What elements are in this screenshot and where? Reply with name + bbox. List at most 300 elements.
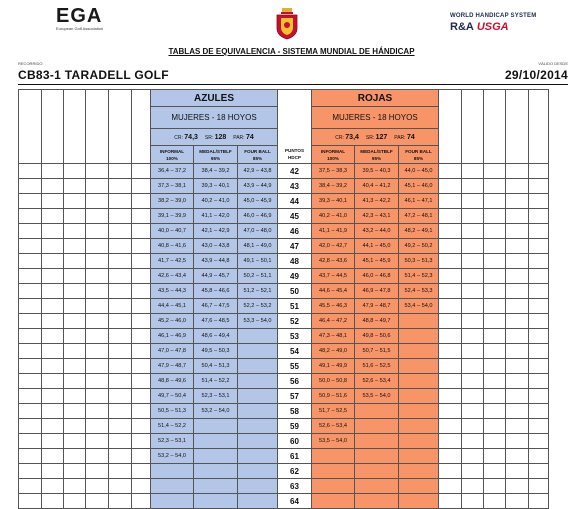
header-divider — [18, 84, 568, 85]
blank-cell — [64, 329, 86, 344]
blank-cell — [439, 479, 462, 494]
blank-cell — [86, 329, 109, 344]
red-fourball-range — [399, 434, 439, 449]
blank-cell — [132, 404, 151, 419]
red-medal-range: 43,2 – 44,0 — [355, 224, 399, 239]
blue-fourball-range — [238, 404, 278, 419]
red-medal-range: 46,0 – 46,8 — [355, 269, 399, 284]
blank-cell — [132, 239, 151, 254]
handicap-points: 62 — [278, 464, 312, 479]
blue-cr-label: CR: — [174, 134, 183, 141]
blank-cell — [109, 299, 132, 314]
ega-logo-subtitle: European Golf Association — [56, 26, 104, 31]
blank-cell — [484, 374, 506, 389]
blank-cell — [439, 494, 462, 509]
equivalence-table — [18, 89, 549, 509]
blank-cell — [529, 179, 549, 194]
red-informal-range: 45,5 – 46,3 — [312, 299, 355, 314]
blank-cell — [64, 464, 86, 479]
blank-cell — [506, 209, 529, 224]
blank-cell — [439, 164, 462, 179]
blue-medal-range: 42,1 – 42,9 — [194, 224, 238, 239]
blank-cell — [462, 314, 484, 329]
blank-cell — [439, 404, 462, 419]
blue-informal-range — [151, 479, 194, 494]
blue-fourball-range: 51,2 – 52,1 — [238, 284, 278, 299]
blank-cell — [484, 449, 506, 464]
blank-cell — [86, 434, 109, 449]
blank-cell — [506, 344, 529, 359]
handicap-points: 51 — [278, 299, 312, 314]
blank-cell — [529, 359, 549, 374]
blank-cell — [109, 464, 132, 479]
red-medal-range — [355, 434, 399, 449]
blank-cell — [462, 194, 484, 209]
valid-date: 29/10/2014 — [504, 68, 568, 82]
blue-par-label: PAR: — [233, 134, 245, 141]
blank-cell — [109, 419, 132, 434]
blank-cell — [484, 299, 506, 314]
blank-cell — [439, 314, 462, 329]
blue-medal-range: 53,2 – 54,0 — [194, 404, 238, 419]
blank-cell — [462, 239, 484, 254]
blank-cell — [42, 434, 64, 449]
red-fourball-range: 49,2 – 50,2 — [399, 239, 439, 254]
table-row — [19, 344, 549, 359]
blue-medal-range: 40,2 – 41,0 — [194, 194, 238, 209]
red-tee-category: MUJERES - 18 HOYOS — [312, 107, 439, 129]
red-informal-range: 51,7 – 52,5 — [312, 404, 355, 419]
blue-tee-ratings — [151, 129, 278, 146]
red-fourball-range: 53,4 – 54,0 — [399, 299, 439, 314]
red-informal-range: 50,9 – 51,6 — [312, 389, 355, 404]
blue-fourball-range: 45,0 – 45,9 — [238, 194, 278, 209]
blank-cell — [42, 374, 64, 389]
blue-medal-range — [194, 449, 238, 464]
blue-fourball-range — [238, 359, 278, 374]
red-informal-range: 43,7 – 44,5 — [312, 269, 355, 284]
handicap-points: 46 — [278, 224, 312, 239]
blank-cell — [19, 404, 42, 419]
handicap-points: 43 — [278, 179, 312, 194]
blank-cell — [86, 494, 109, 509]
blank-cell — [86, 404, 109, 419]
red-medal-range — [355, 419, 399, 434]
blank-cell — [109, 179, 132, 194]
red-medal-range: 49,8 – 50,6 — [355, 329, 399, 344]
blank-cell — [439, 449, 462, 464]
handicap-points: 49 — [278, 269, 312, 284]
blue-tee-category: MUJERES - 18 HOYOS — [151, 107, 278, 129]
table-row — [19, 404, 549, 419]
red-medal-range: 42,3 – 43,1 — [355, 209, 399, 224]
table-row — [19, 479, 549, 494]
blank-cell — [529, 269, 549, 284]
red-informal-range: 46,4 – 47,2 — [312, 314, 355, 329]
blue-fourball-range — [238, 464, 278, 479]
red-informal-range: 47,3 – 48,1 — [312, 329, 355, 344]
blank-cell — [19, 449, 42, 464]
blue-medal-range: 39,3 – 40,1 — [194, 179, 238, 194]
blank-cell — [462, 179, 484, 194]
blue-fourball-range — [238, 329, 278, 344]
handicap-points: 64 — [278, 494, 312, 509]
red-medal-range — [355, 449, 399, 464]
blue-medal-range — [194, 464, 238, 479]
table-row — [19, 224, 549, 239]
blank-cell — [42, 389, 64, 404]
table-row — [19, 239, 549, 254]
blank-cell — [132, 494, 151, 509]
handicap-points: 52 — [278, 314, 312, 329]
blank-cell — [86, 464, 109, 479]
blank-cell — [109, 269, 132, 284]
blue-informal-range: 44,4 – 45,1 — [151, 299, 194, 314]
blank-cell — [462, 344, 484, 359]
handicap-points: 50 — [278, 284, 312, 299]
blank-cell — [64, 449, 86, 464]
blank-cell — [439, 269, 462, 284]
red-medal-range: 53,5 – 54,0 — [355, 389, 399, 404]
blank-cell — [529, 404, 549, 419]
blank-cell — [529, 164, 549, 179]
blank-cell — [64, 479, 86, 494]
red-informal-range: 49,1 – 49,9 — [312, 359, 355, 374]
red-fourball-range: 46,1 – 47,1 — [399, 194, 439, 209]
blank-cell — [484, 269, 506, 284]
blank-cell — [42, 479, 64, 494]
blue-medal-range: 43,0 – 43,8 — [194, 239, 238, 254]
blank-cell — [109, 239, 132, 254]
red-medal-range: 52,6 – 53,4 — [355, 374, 399, 389]
blank-cell — [86, 239, 109, 254]
blank-cell — [42, 344, 64, 359]
blank-cell — [439, 389, 462, 404]
blue-informal-range: 48,8 – 49,6 — [151, 374, 194, 389]
blue-informal-range: 40,8 – 41,6 — [151, 239, 194, 254]
red-fourball-range: 45,1 – 46,0 — [399, 179, 439, 194]
blue-fourball-range — [238, 449, 278, 464]
blue-col-medal: MEDAL/STBLF 95% — [194, 146, 238, 164]
red-medal-range — [355, 464, 399, 479]
blank-cell — [506, 299, 529, 314]
blank-cell — [484, 389, 506, 404]
red-informal-range — [312, 449, 355, 464]
red-medal-range: 45,1 – 45,9 — [355, 254, 399, 269]
blue-medal-range: 41,1 – 42,0 — [194, 209, 238, 224]
blue-medal-range — [194, 494, 238, 509]
handicap-points: 55 — [278, 359, 312, 374]
handicap-points: 53 — [278, 329, 312, 344]
blue-informal-range: 52,3 – 53,1 — [151, 434, 194, 449]
blank-cell — [42, 449, 64, 464]
handicap-points: 48 — [278, 254, 312, 269]
blue-medal-range: 48,6 – 49,4 — [194, 329, 238, 344]
red-informal-range: 42,8 – 43,6 — [312, 254, 355, 269]
blank-cell — [484, 344, 506, 359]
blank-cell — [86, 179, 109, 194]
blank-cell — [439, 374, 462, 389]
blue-informal-range: 36,4 – 37,2 — [151, 164, 194, 179]
blank-cell — [42, 464, 64, 479]
red-cr-value: 73,4 — [345, 133, 359, 141]
blue-fourball-range: 48,1 – 49,0 — [238, 239, 278, 254]
blank-cell — [86, 314, 109, 329]
blank-cell — [462, 284, 484, 299]
blank-cell — [109, 389, 132, 404]
blank-cell — [64, 434, 86, 449]
blank-cell — [132, 434, 151, 449]
blank-cell — [109, 254, 132, 269]
blank-cell — [506, 194, 529, 209]
red-fourball-range — [399, 314, 439, 329]
blank-cell — [64, 494, 86, 509]
red-informal-range: 53,5 – 54,0 — [312, 434, 355, 449]
blue-informal-range: 51,4 – 52,2 — [151, 419, 194, 434]
blank-cell — [132, 479, 151, 494]
whs-logo — [450, 12, 540, 34]
table-row — [19, 329, 549, 344]
red-fourball-range: 52,4 – 53,3 — [399, 284, 439, 299]
red-medal-range: 47,9 – 48,7 — [355, 299, 399, 314]
blank-cell — [19, 284, 42, 299]
blank-cell — [484, 164, 506, 179]
blue-par-value: 74 — [245, 133, 254, 141]
blank-cell — [506, 389, 529, 404]
blank-cell — [529, 194, 549, 209]
blank-cell — [19, 329, 42, 344]
blue-fourball-range: 42,9 – 43,8 — [238, 164, 278, 179]
red-medal-range: 40,4 – 41,2 — [355, 179, 399, 194]
blank-cell — [439, 359, 462, 374]
blank-cell — [484, 224, 506, 239]
blue-fourball-range: 53,3 – 54,0 — [238, 314, 278, 329]
blue-fourball-range — [238, 479, 278, 494]
blank-cell — [109, 314, 132, 329]
blank-cell — [132, 179, 151, 194]
handicap-points: 47 — [278, 239, 312, 254]
blank-cell — [462, 404, 484, 419]
handicap-points: 58 — [278, 404, 312, 419]
handicap-points: 61 — [278, 449, 312, 464]
blank-cell — [42, 284, 64, 299]
table-row — [19, 299, 549, 314]
blank-cell — [506, 374, 529, 389]
blank-cell — [132, 389, 151, 404]
blank-cell — [439, 299, 462, 314]
blank-cell — [439, 419, 462, 434]
blank-cell — [19, 389, 42, 404]
blank-cell — [64, 404, 86, 419]
red-informal-range: 38,4 – 39,2 — [312, 179, 355, 194]
red-fourball-range: 48,2 – 49,1 — [399, 224, 439, 239]
blank-cell — [132, 344, 151, 359]
blank-cell — [64, 209, 86, 224]
blank-cell — [132, 449, 151, 464]
blank-cell — [484, 359, 506, 374]
blank-cell — [42, 254, 64, 269]
blank-cell — [109, 434, 132, 449]
red-fourball-range — [399, 329, 439, 344]
blue-tee-name: AZULES — [151, 90, 278, 107]
blank-cell — [42, 179, 64, 194]
blank-cell — [506, 464, 529, 479]
red-tee-ratings — [312, 129, 439, 146]
blank-cell — [462, 479, 484, 494]
blank-cell — [132, 224, 151, 239]
red-sr-value: 127 — [375, 133, 388, 141]
blank-cell — [19, 374, 42, 389]
blank-cell — [484, 254, 506, 269]
blank-cell — [109, 449, 132, 464]
blank-cell — [529, 299, 549, 314]
red-informal-range: 40,2 – 41,0 — [312, 209, 355, 224]
red-informal-range — [312, 464, 355, 479]
blank-cell — [462, 434, 484, 449]
blue-medal-range — [194, 479, 238, 494]
ega-logo-mark: EGA — [56, 5, 103, 27]
blank-cell — [439, 329, 462, 344]
blank-cell — [484, 419, 506, 434]
red-fourball-range — [399, 449, 439, 464]
handicap-points: 44 — [278, 194, 312, 209]
blank-cell — [462, 209, 484, 224]
blank-cell — [484, 434, 506, 449]
blue-sr-label: SR: — [204, 134, 214, 141]
blank-cell — [462, 374, 484, 389]
blank-cell — [484, 479, 506, 494]
blue-fourball-range — [238, 419, 278, 434]
blue-informal-range: 47,0 – 47,8 — [151, 344, 194, 359]
blank-cell — [529, 239, 549, 254]
red-informal-range — [312, 494, 355, 509]
red-col-informal: INFORMAL 100% — [312, 146, 355, 164]
blank-cell — [462, 224, 484, 239]
table-row — [19, 269, 549, 284]
blank-cell — [64, 254, 86, 269]
blank-cell — [86, 284, 109, 299]
table-row — [19, 374, 549, 389]
blank-cell — [86, 209, 109, 224]
blue-medal-range: 43,9 – 44,8 — [194, 254, 238, 269]
blank-cell — [484, 284, 506, 299]
blank-cell — [484, 464, 506, 479]
red-fourball-range — [399, 359, 439, 374]
table-row — [19, 209, 549, 224]
blank-cell — [109, 194, 132, 209]
blue-informal-range: 43,5 – 44,3 — [151, 284, 194, 299]
blank-cell — [462, 329, 484, 344]
blank-cell — [529, 314, 549, 329]
red-medal-range: 48,8 – 49,7 — [355, 314, 399, 329]
blank-cell — [506, 179, 529, 194]
handicap-points: 57 — [278, 389, 312, 404]
blank-cell — [64, 419, 86, 434]
blank-cell — [506, 224, 529, 239]
blue-fourball-range: 52,2 – 53,2 — [238, 299, 278, 314]
blank-cell — [484, 314, 506, 329]
blue-medal-range: 50,4 – 51,3 — [194, 359, 238, 374]
blank-cell — [19, 299, 42, 314]
blank-cell — [19, 479, 42, 494]
red-informal-range: 44,6 – 45,4 — [312, 284, 355, 299]
blue-medal-range: 49,5 – 50,3 — [194, 344, 238, 359]
blue-informal-range: 39,1 – 39,9 — [151, 209, 194, 224]
table-row — [19, 419, 549, 434]
blank-cell — [132, 269, 151, 284]
blue-fourball-range — [238, 494, 278, 509]
red-fourball-range: 47,2 – 48,1 — [399, 209, 439, 224]
blue-medal-range: 51,4 – 52,2 — [194, 374, 238, 389]
blank-cell — [19, 269, 42, 284]
blank-cell — [64, 359, 86, 374]
blank-cell — [132, 209, 151, 224]
red-medal-range: 51,6 – 52,5 — [355, 359, 399, 374]
blank-cell — [19, 494, 42, 509]
blank-cell — [529, 209, 549, 224]
blue-informal-range: 49,7 – 50,4 — [151, 389, 194, 404]
blank-cell — [42, 494, 64, 509]
blank-cell — [19, 209, 42, 224]
blank-cell — [19, 434, 42, 449]
blank-cell — [42, 314, 64, 329]
blank-cell — [64, 269, 86, 284]
red-fourball-range — [399, 419, 439, 434]
red-medal-range — [355, 494, 399, 509]
blue-informal-range: 37,3 – 38,1 — [151, 179, 194, 194]
blank-cell — [439, 194, 462, 209]
blank-cell — [529, 374, 549, 389]
red-col-fourball: FOUR BALL 85% — [399, 146, 439, 164]
blank-cell — [42, 224, 64, 239]
blue-informal-range: 45,2 – 46,0 — [151, 314, 194, 329]
blank-cell — [439, 239, 462, 254]
handicap-points: 63 — [278, 479, 312, 494]
handicap-points: 42 — [278, 164, 312, 179]
valido-desde-label: VÁLIDO DESDE — [538, 61, 568, 66]
blank-cell — [19, 194, 42, 209]
blank-cell — [529, 344, 549, 359]
blue-medal-range: 47,6 – 48,5 — [194, 314, 238, 329]
handicap-points: 54 — [278, 344, 312, 359]
table-row — [19, 359, 549, 374]
blank-cell — [64, 284, 86, 299]
blank-cell — [109, 164, 132, 179]
red-fourball-range: 51,4 – 52,3 — [399, 269, 439, 284]
blue-col-fourball: FOUR BALL 85% — [238, 146, 278, 164]
red-medal-range — [355, 404, 399, 419]
blue-fourball-range: 43,9 – 44,9 — [238, 179, 278, 194]
blank-cell — [462, 419, 484, 434]
blank-cell — [109, 329, 132, 344]
blank-cell — [86, 449, 109, 464]
red-medal-range: 39,5 – 40,3 — [355, 164, 399, 179]
blank-cell — [484, 239, 506, 254]
blank-cell — [86, 344, 109, 359]
blank-cell — [439, 344, 462, 359]
blank-cell — [529, 494, 549, 509]
blank-cell — [439, 224, 462, 239]
blank-cell — [462, 254, 484, 269]
blank-cell — [86, 479, 109, 494]
red-fourball-range — [399, 464, 439, 479]
red-informal-range: 52,6 – 53,4 — [312, 419, 355, 434]
blank-cell — [484, 209, 506, 224]
blank-cell — [42, 209, 64, 224]
blank-cell — [64, 374, 86, 389]
blank-cell — [132, 299, 151, 314]
blue-medal-range: 44,9 – 45,7 — [194, 269, 238, 284]
